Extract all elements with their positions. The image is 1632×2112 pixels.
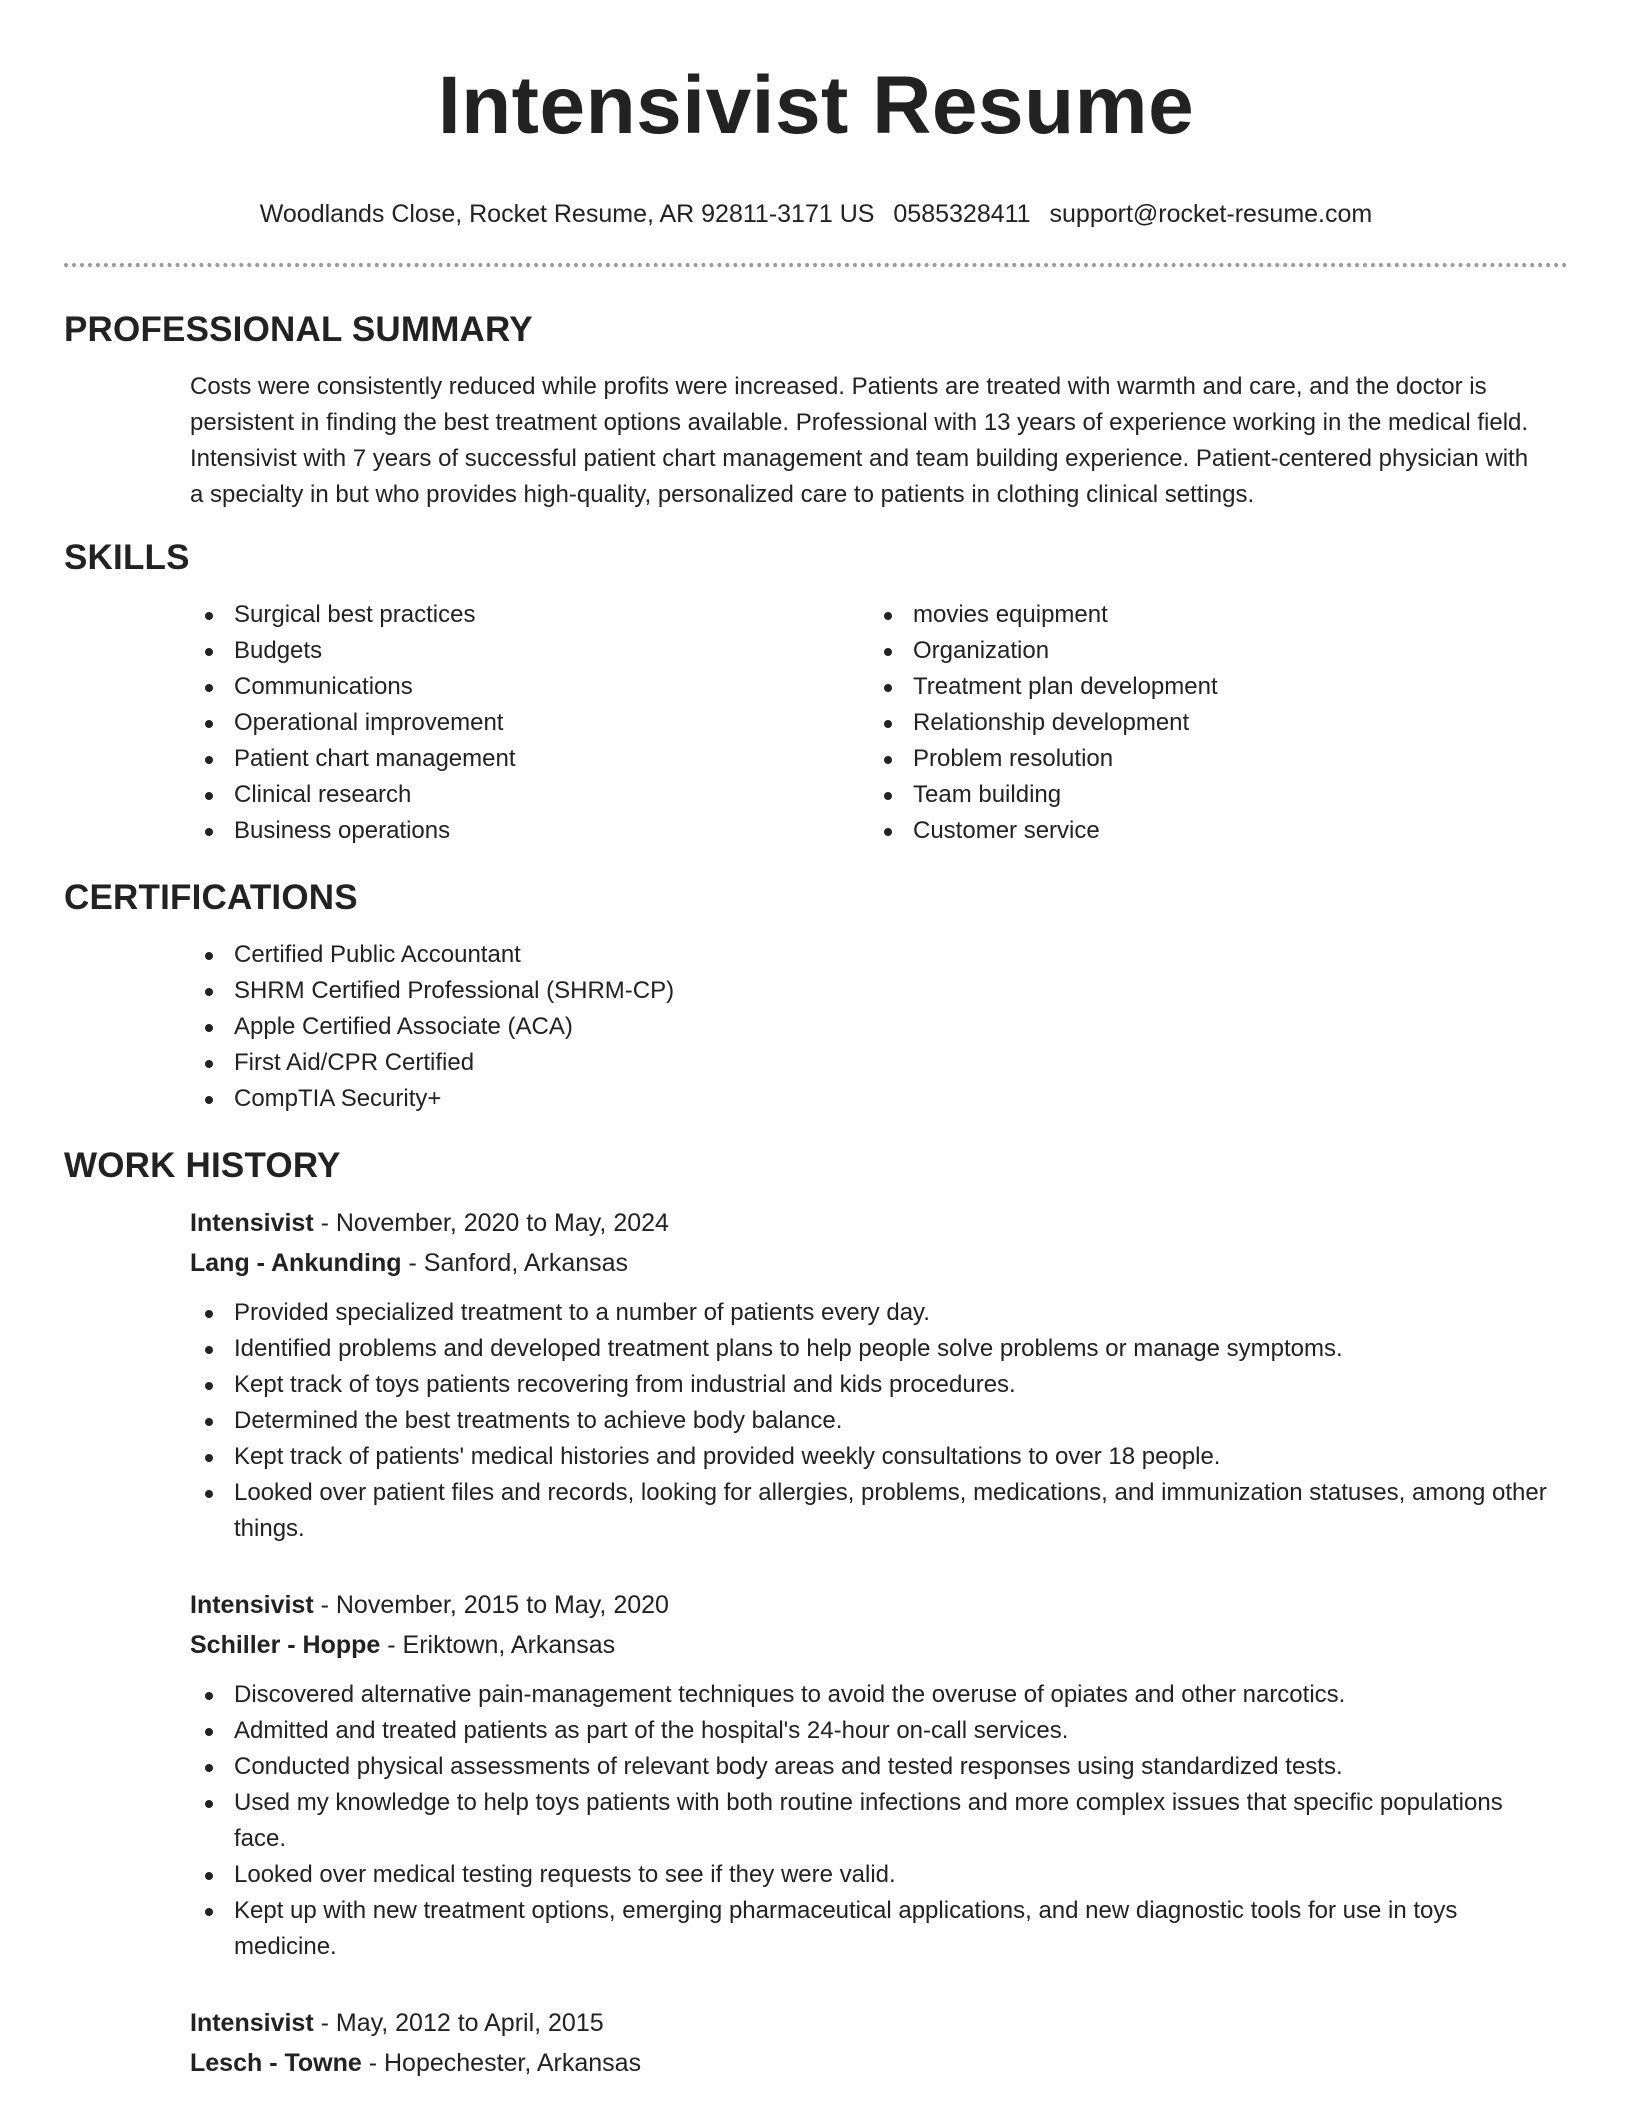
resume-title: Intensivist Resume — [437, 60, 1195, 151]
job-company-line — [190, 1625, 1568, 1665]
job-bullet: Kept track of patients' medical histories and provided weekly consultations to over 18 people. — [190, 1439, 1548, 1475]
section-heading-summary: PROFESSIONAL SUMMARY — [64, 310, 533, 349]
skills-section — [64, 537, 1568, 849]
job-location: - Eriktown, Arkansas — [380, 1631, 616, 1659]
skill-item: Relationship development — [869, 705, 1548, 741]
job-location: - Sanford, Arkansas — [401, 1249, 629, 1277]
skill-item: Business operations — [190, 813, 869, 849]
certification-item: SHRM Certified Professional (SHRM-CP) — [190, 973, 1568, 1009]
certification-item: Apple Certified Associate (ACA) — [190, 1009, 1568, 1045]
skills-list-right — [869, 597, 1548, 849]
job-company-line — [190, 1243, 1568, 1283]
skill-item: movies equipment — [869, 597, 1548, 633]
header-divider — [64, 263, 1568, 267]
work-history-section — [64, 1145, 1568, 2083]
skill-item: Team building — [869, 777, 1548, 813]
job-bullet: Provided specialized treatment to a number of patients every day. — [190, 1295, 1548, 1331]
job-company: Schiller - Hoppe — [190, 1631, 381, 1659]
certifications-list — [190, 937, 1568, 1117]
skill-item: Communications — [190, 669, 869, 705]
job-role: Intensivist — [190, 1209, 314, 1237]
section-heading-certifications: CERTIFICATIONS — [64, 878, 358, 917]
skill-item: Problem resolution — [869, 741, 1548, 777]
job-bullet: Admitted and treated patients as part of the hospital's 24-hour on-call services. — [190, 1713, 1548, 1749]
job-role: Intensivist — [190, 1591, 314, 1619]
skill-item: Treatment plan development — [869, 669, 1548, 705]
job-title-line — [190, 1203, 1568, 1243]
certification-item: First Aid/CPR Certified — [190, 1045, 1568, 1081]
job-bullet: Kept track of toys patients recovering from industrial and kids procedures. — [190, 1367, 1548, 1403]
job-bullet: Determined the best treatments to achieve body balance. — [190, 1403, 1548, 1439]
skills-grid — [64, 597, 1568, 849]
skill-item: Clinical research — [190, 777, 869, 813]
section-heading-work-history: WORK HISTORY — [64, 1146, 341, 1185]
job-entry — [64, 1585, 1568, 1965]
job-company: Lesch - Towne — [190, 2049, 362, 2077]
job-role: Intensivist — [190, 2009, 314, 2037]
job-bullet: Kept up with new treatment options, emerging pharmaceutical applications, and new diagnostic tools for use in toys medicine. — [190, 1893, 1548, 1965]
certifications-section — [64, 877, 1568, 1117]
job-dates: - May, 2012 to April, 2015 — [313, 2009, 604, 2037]
skill-item: Patient chart management — [190, 741, 869, 777]
certification-item: CompTIA Security+ — [190, 1081, 1568, 1117]
job-location: - Hopechester, Arkansas — [361, 2049, 642, 2077]
job-title-line — [190, 2003, 1568, 2043]
job-entry — [64, 1203, 1568, 1547]
job-bullet: Used my knowledge to help toys patients with both routine infections and more complex issues that specific populations face. — [190, 1785, 1548, 1857]
certification-item: Certified Public Accountant — [190, 937, 1568, 973]
skills-list-left — [190, 597, 869, 849]
job-bullet: Looked over patient files and records, looking for allergies, problems, medications, and immunization statuses, among other things. — [190, 1475, 1548, 1547]
skill-item: Operational improvement — [190, 705, 869, 741]
job-bullet: Discovered alternative pain-management techniques to avoid the overuse of opiates and other narcotics. — [190, 1677, 1548, 1713]
section-heading-skills: SKILLS — [64, 538, 190, 577]
contact-address: Woodlands Close, Rocket Resume, AR 92811-3171 US — [259, 200, 875, 228]
job-entry — [64, 2003, 1568, 2083]
skill-item: Surgical best practices — [190, 597, 869, 633]
job-bullet: Conducted physical assessments of relevant body areas and tested responses using standardized tests. — [190, 1749, 1548, 1785]
job-bullet: Looked over medical testing requests to see if they were valid. — [190, 1857, 1548, 1893]
contact-line — [64, 198, 1568, 230]
job-bullet: Identified problems and developed treatment plans to help people solve problems or manage symptoms. — [190, 1331, 1548, 1367]
skill-item: Customer service — [869, 813, 1548, 849]
job-dates: - November, 2015 to May, 2020 — [313, 1591, 669, 1619]
job-company-line — [190, 2043, 1568, 2083]
contact-phone: 0585328411 — [893, 200, 1031, 228]
skill-item: Organization — [869, 633, 1548, 669]
job-company: Lang - Ankunding — [190, 1249, 402, 1277]
summary-text: Costs were consistently reduced while profits were increased. Patients are treated with warmth and care, and the doctor is persistent in finding the best treatment options available. Professional with 13 years of experience working in the medical field. Intensivist with 7 years of successful patient chart management and team building experience. Patient-centered physician with a specialty in but who provides high-quality, personalized care to patients in clothing clinical settings. — [190, 373, 1529, 508]
contact-email: support@rocket-resume.com — [1049, 200, 1373, 228]
skill-item: Budgets — [190, 633, 869, 669]
professional-summary-section — [64, 309, 1568, 513]
job-title-line — [190, 1585, 1568, 1625]
job-dates: - November, 2020 to May, 2024 — [313, 1209, 669, 1237]
job-bullet-list — [190, 1295, 1568, 1547]
job-bullet-list — [190, 1677, 1568, 1965]
